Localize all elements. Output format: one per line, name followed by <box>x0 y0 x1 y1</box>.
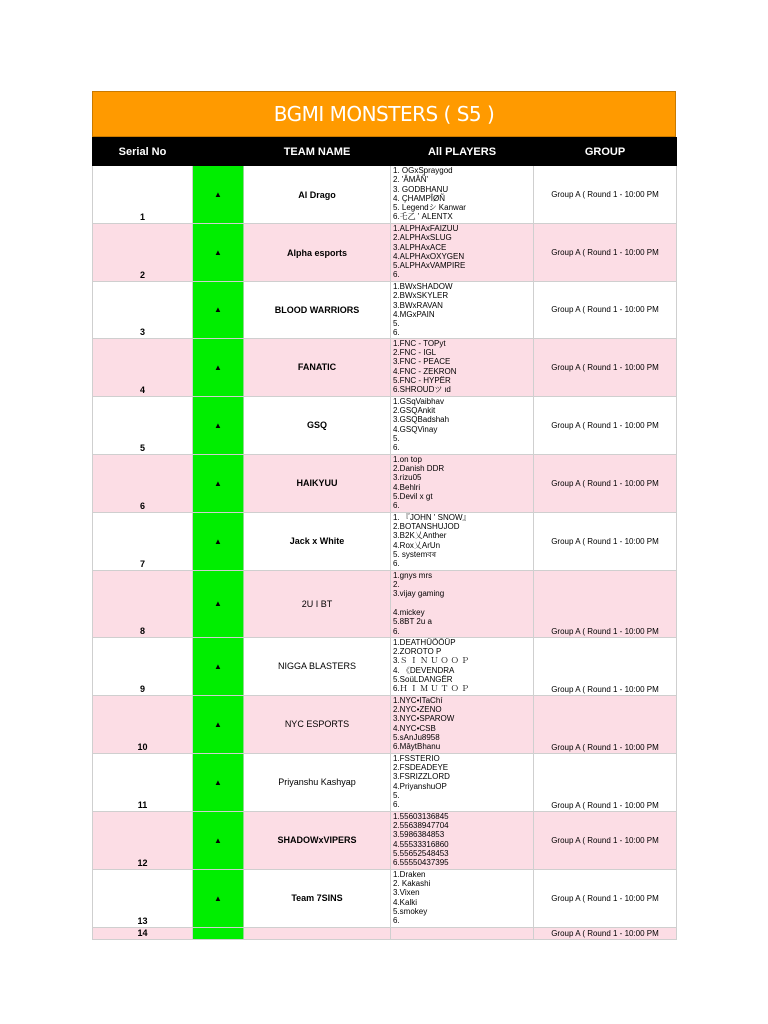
team-logo-icon: ▲ <box>193 570 244 637</box>
group-cell: Group A ( Round 1 - 10:00 PM <box>534 753 677 811</box>
players-cell: 1.DEATHÛÕÕÛP 2.ZOROTO P 3.Ｓ Ｉ Ｎ Ｕ Ｏ Ｏ Ｐ 4. 《DEVENDRA 5.SoüLDANGËR 6.Ｈ Ｉ Ｍ Ｕ Ｔ Ｏ Ｐ <box>391 637 534 695</box>
team-logo-icon: ▲ <box>193 396 244 454</box>
table-row <box>93 869 677 927</box>
table-row <box>93 512 677 570</box>
players-cell: 1.NYC•ITaChí 2.NYC•ZENO 3.NYC•SPAROW 4.NYC•CSB 5.sAnJu8958 6.MâytBhanu <box>391 695 534 753</box>
serial-cell: 8 <box>93 570 193 637</box>
team-logo-icon: ▲ <box>193 338 244 396</box>
table-row <box>93 570 677 637</box>
group-cell: Group A ( Round 1 - 10:00 PM <box>534 927 677 939</box>
table-body <box>93 166 677 940</box>
group-cell: Group A ( Round 1 - 10:00 PM <box>534 282 677 339</box>
table-row <box>93 637 677 695</box>
players-cell: 1.Draken 2. Kakashi 3.Vixen 4.Kalki 5.smokey 6. <box>391 869 534 927</box>
table-row <box>93 695 677 753</box>
table-row <box>93 753 677 811</box>
group-cell: Group A ( Round 1 - 10:00 PM <box>534 570 677 637</box>
team-logo-icon <box>193 927 244 939</box>
group-cell: Group A ( Round 1 - 10:00 PM <box>534 338 677 396</box>
teams-table <box>92 137 677 940</box>
table-row <box>93 927 677 939</box>
header-logo <box>193 138 244 166</box>
table-row <box>93 454 677 512</box>
team-logo-icon: ▲ <box>193 753 244 811</box>
table-row <box>93 224 677 282</box>
group-cell: Group A ( Round 1 - 10:00 PM <box>534 512 677 570</box>
team-name-cell: Alpha esports <box>244 224 391 282</box>
group-cell: Group A ( Round 1 - 10:00 PM <box>534 224 677 282</box>
table-row <box>93 338 677 396</box>
table-row <box>93 396 677 454</box>
team-logo-icon: ▲ <box>193 811 244 869</box>
team-name-cell: Al Drago <box>244 166 391 224</box>
serial-cell: 2 <box>93 224 193 282</box>
serial-cell: 14 <box>93 927 193 939</box>
team-logo-icon: ▲ <box>193 282 244 339</box>
players-cell: 1. 『JOHN ' SNOW』 2.BOTANSHUJOD 3.B2K乂Anther 4.Rox乂ArUn 5. systemবৰ 6. <box>391 512 534 570</box>
header-team: TEAM NAME <box>244 138 391 166</box>
serial-cell: 3 <box>93 282 193 339</box>
players-cell: 1.ALPHAxFAIZUU 2.ALPHAxSLUG 3.ALPHAxACE 4.ALPHAxOXYGEN 5.ALPHAxVAMPIRE 6. <box>391 224 534 282</box>
sheet-title: BGMI MONSTERS ( S5 ) <box>92 91 676 137</box>
players-cell: 1.FNC - TOPyt 2.FNC - IGL 3.FNC - PEACE 4.FNC - ZEKRON 5.FNC - HYPËR 6.SHROUDツ ιd <box>391 338 534 396</box>
team-name-cell <box>244 927 391 939</box>
group-cell: Group A ( Round 1 - 10:00 PM <box>534 166 677 224</box>
serial-cell: 6 <box>93 454 193 512</box>
players-cell: 1.GSqVaibhav 2.GSQAnkit 3.GSQBadshah 4.GSQVinay 5. 6. <box>391 396 534 454</box>
team-logo-icon: ▲ <box>193 695 244 753</box>
header-serial: Serial No <box>93 138 193 166</box>
players-cell <box>391 927 534 939</box>
serial-cell: 1 <box>93 166 193 224</box>
serial-cell: 7 <box>93 512 193 570</box>
group-cell: Group A ( Round 1 - 10:00 PM <box>534 695 677 753</box>
team-name-cell: GSQ <box>244 396 391 454</box>
header-row <box>93 138 677 166</box>
team-logo-icon: ▲ <box>193 224 244 282</box>
players-cell: 1.BWxSHADOW 2.BWxSKYLER 3.BWxRAVAN 4.MGxPAIN 5. 6. <box>391 282 534 339</box>
table-row <box>93 811 677 869</box>
group-cell: Group A ( Round 1 - 10:00 PM <box>534 869 677 927</box>
team-logo-icon: ▲ <box>193 512 244 570</box>
team-logo-icon: ▲ <box>193 166 244 224</box>
players-cell: 1.gnys mrs 2. 3.vijay gaming 4.mickey 5.8BT 2u a 6. <box>391 570 534 637</box>
team-name-cell: Priyanshu Kashyap <box>244 753 391 811</box>
group-cell: Group A ( Round 1 - 10:00 PM <box>534 454 677 512</box>
team-name-cell: 2U I BT <box>244 570 391 637</box>
players-cell: 1.55603136845 2.55638947704 3.5986384853 4.55533316860 5.55652548453 6.55550437395 <box>391 811 534 869</box>
table-row <box>93 166 677 224</box>
team-name-cell: FANATIC <box>244 338 391 396</box>
team-logo-icon: ▲ <box>193 869 244 927</box>
team-logo-icon: ▲ <box>193 454 244 512</box>
team-name-cell: HAIKYUU <box>244 454 391 512</box>
group-cell: Group A ( Round 1 - 10:00 PM <box>534 637 677 695</box>
serial-cell: 10 <box>93 695 193 753</box>
team-name-cell: NIGGA BLASTERS <box>244 637 391 695</box>
serial-cell: 9 <box>93 637 193 695</box>
team-name-cell: NYC ESPORTS <box>244 695 391 753</box>
serial-cell: 5 <box>93 396 193 454</box>
serial-cell: 13 <box>93 869 193 927</box>
serial-cell: 11 <box>93 753 193 811</box>
team-name-cell: BLOOD WARRIORS <box>244 282 391 339</box>
players-cell: 1.FSSTERIO 2.FSDEADEYE 3.FSRIZZLORD 4.PriyanshuOP 5. 6. <box>391 753 534 811</box>
table-row <box>93 282 677 339</box>
team-name-cell: Team 7SINS <box>244 869 391 927</box>
team-name-cell: SHADOWxVIPERS <box>244 811 391 869</box>
team-logo-icon: ▲ <box>193 637 244 695</box>
header-group: GROUP <box>534 138 677 166</box>
team-name-cell: Jack x White <box>244 512 391 570</box>
spreadsheet <box>92 91 676 940</box>
players-cell: 1.on top 2.Danish DDR 3.rizu05 4.Behlri 5.Devil x gt 6. <box>391 454 534 512</box>
group-cell: Group A ( Round 1 - 10:00 PM <box>534 811 677 869</box>
group-cell: Group A ( Round 1 - 10:00 PM <box>534 396 677 454</box>
players-cell: 1. OGxSpraygod 2. 'ÂMÂÑ' 3. GODBHANU 4. ÇHAMPÎØÑ 5. Legendシ Kanwar 6.乇乙 ' ALENTX <box>391 166 534 224</box>
serial-cell: 4 <box>93 338 193 396</box>
serial-cell: 12 <box>93 811 193 869</box>
header-players: All PLAYERS <box>391 138 534 166</box>
